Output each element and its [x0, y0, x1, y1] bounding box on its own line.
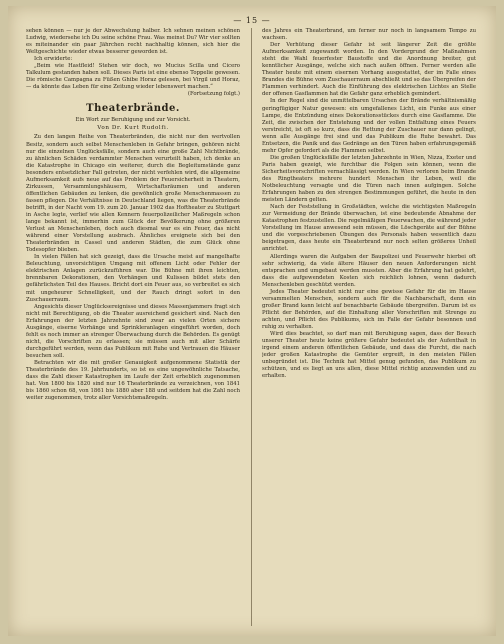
article-subtitle: Ein Wort zur Beruhigung und zur Vorsicht. [75, 117, 191, 124]
article-paragraph: Angesichts dieser Unglücksereignisse und dieses Massenjammers fragt sich nicht mit Berechtigung, ob die Theater ausreichend gesichert sind. Nach den Erfahrungen der letzten Jahrzehnte sind zwar an vielen Orten sichere Ausgänge, eiserne Vorhänge und Sprinkleranlagen eingeführt worden, doch fehlt es noch immer an strenger Überwachung durch die Behörden. Es genügt nicht, die Vorschriften zu erlassen; sie müssen auch mit aller Schärfe durchgeführt werden, wenn das Publikum mit Ruhe und Vertrauen die Häuser besuchen soll. [26, 303, 240, 359]
article-paragraph: Die großen Unglücksfälle der letzten Jahrzehnte in Wien, Nizza, Exeter und Paris haben gezeigt, wie furchtbar die Folgen sein können, wenn die Sicherheitsvorschriften vernachlässigt werden. In Wien verloren beim Brande des Ringtheaters mehrere hundert Menschen ihr Leben, weil die Notbeleuchtung versagte und die Türen nach innen aufgingen. Solche Erfahrungen haben zu den strengen Bestimmungen geführt, die heute in den meisten Ländern gelten. [262, 154, 476, 204]
serial-paragraph: „Beim wie Hastfleid! Stehen wir doch, wo Mucius Scilla und Cicero Talkulum gestanden haben soll. Dieses Paris ist eine ebenso Toppelie gewesen. Die römische Campagna zu Füßen Ghibe Horaz gelesen, bei Virgil und Horaz, — da könnte das Leben für eine Zeitung wieder lebenswert machen.“ [26, 63, 240, 91]
article-paragraph: Zu den langen Reihe von Theaterbränden, die nicht nur den wertvollen Besitz, sondern auch selbst Menschenleben in Gefahr bringen, gehören nicht nur die einzelnen Unglücksfälle, sondern auch eine große Zahl Nichtbrände, zu ähnlichen Schäden verdammter Menschen verurteilt haben, ich denke an die Katastrophe in Chicago ein weiterer, durch die Begleitumstände ganz besonders entsetzlicher Fall getreten, der nicht verfehlen wird, die allgemeine Aufmerksamkeit aufs neue auf das Problem der Feuersicherheit in Theatern, Zirkussen, Versammlungshäusern, Wirtschaftsräumen und anderen öffentlichen Gebäuden zu lenken, die gewöhnlich große Menschenmassen zu fassen pflegen. Die Verhältnisse in Deutschland liegen, was die Theaterbrände betrifft, in der Nacht vom 19. zum 20. Januar 1902 das Hoftheater zu Stuttgart in Asche legte, verlief wie allen Kennern feuerpolizeilicher Maßregeln schon lange bekannt ist, immerhin zum Glück der Bevölkerung ohne größeren Verlust an Menschenleben, doch auch diesmal war es ein Feuer, das nicht während einer Vorstellung ausbrach. Ähnliches ereignete sich bei den Theaterbränden in Cassel und anderen Städten, die zum Glück ohne Todesopfer blieben. [26, 134, 240, 254]
serial-paragraph: Ich erwiderte: [34, 56, 73, 63]
right-column [262, 28, 476, 626]
article-paragraph: Betrachten wir die mit großer Genauigkeit aufgenommene Statistik der Theaterbrände des 19. Jahrhunderts, so ist es eine ungewöhnliche Tatsache, dass die Zahl dieser Katastrophen im Laufe der Zeit erheblich zugenommen hat. Von 1800 bis 1820 sind nur 16 Theaterbrände zu verzeichnen, von 1841 bis 1860 schon 68, von 1861 bis 1880 aber 188 und seitdem hat die Zahl noch weiter zugenommen, trotz aller Vorsichtsmaßregeln. [26, 359, 240, 402]
serial-paragraph: sehen können — nur je der Abwechslung halber. Ich sehnen meinen schönen Ludwig, wiedersehe ich Du seine schöne Frau. Was meinst Du? Wir vier sollten es miteinander ein paar Jährchen recht nachhaltig können, sich hier die Weltgeschichte wieder etwas besserer geworden ist. [26, 28, 240, 56]
article-paragraph: Allerdings waren die Aufgaben der Baupolizei und Feuerwehr hierbei oft sehr schwierig, da viele ältere Häuser den neuen Anforderungen nicht entsprachen und umgebaut werden mussten. Aber die Erfahrung hat gelehrt, dass die aufgewendeten Kosten sich reichlich lohnen, wenn dadurch Menschenleben geschützt werden. [262, 253, 476, 288]
newspaper-page [8, 6, 496, 636]
article-paragraph: In vielen Fällen hat sich gezeigt, dass die Ursache meist auf mangelhafte Beleuchtung, unvorsichtigen Umgang mit offenem Licht oder Fehler der elektrischen Anlagen zurückzuführen war. Die Bühne mit ihren leichten, brennbaren Dekorationen, den Vorhängen und Kulissen bildet stets den gefährlichsten Teil des Hauses. Bricht dort ein Feuer aus, so verbreitet es sich mit ungeheurer Schnelligkeit, und der Rauch dringt sofort in den Zuschauerraum. [26, 254, 240, 303]
continuation-note: (Fortsetzung folgt.) [187, 91, 240, 98]
article-paragraph: Wird dies beachtet, so darf man mit Beruhigung sagen, dass der Besuch unserer Theater heute keine größere Gefahr bedeutet als der Aufenthalt in irgend einem anderen öffentlichen Gebäude, und dass die Furcht, die nach jeder großen Katastrophe die Gemüter ergreift, in den meisten Fällen unbegründet ist. Die Technik hat Mittel genug gefunden, das Publikum zu schützen, und es liegt an uns allen, diese Mittel richtig anzuwenden und zu erhalten. [262, 331, 476, 380]
article-paragraph: Der Verhütung dieser Gefahr ist seit längerer Zeit die größte Aufmerksamkeit zugewandt worden. In den Vordergrund der Maßnahmen steht die Wahl feuerfester Baustoffe und die Anordnung breiter, gut kenntlicher Ausgänge, welche sich nach außen öffnen. Ferner werden alle Theater heute mit einem eisernen Vorhang ausgestattet, der im Falle eines Brandes die Bühne vom Zuschauerraum abschließt und so das Übergreifen der Flammen verhindert. Auch die Einführung des elektrischen Lichtes an Stelle der offenen Gasflammen hat die Gefahr ganz erheblich gemindert. [262, 42, 476, 98]
article-paragraph: Jedes Theater bedeutet nicht nur eine gewisse Gefahr für die im Hause versammelten Menschen, sondern auch für die Nachbarschaft, denn ein großer Brand kann leicht auf benachbarte Gebäude übergreifen. Darum ist es Pflicht der Behörden, auf die Einhaltung aller Vorschriften mit Strenge zu achten, und Pflicht des Publikums, sich im Falle der Gefahr besonnen und ruhig zu verhalten. [262, 288, 476, 330]
page-number: — 15 — [233, 16, 271, 25]
article-paragraph: Nach der Feststellung in Großstädten, welche die wichtigsten Maßregeln zur Vermeidung der Brände überwachen, ist eine bedeutende Abnahme der Katastrophen festzustellen. Die regelmäßigen Feuerwachen, die während jeder Vorstellung im Hause anwesend sein müssen, die Löschgeräte auf der Bühne und die vorgeschriebenen Übungen des Personals haben wesentlich dazu beigetragen, dass heute ein Theaterbrand nur noch selten größeres Unheil anrichtet. [262, 204, 476, 253]
left-column [26, 28, 240, 626]
article-author: Von Dr. Kurt Rudolfi. [97, 125, 169, 132]
article-paragraph: des Jahres ein Theaterbrand, um ferner nur noch in langsamem Tempo zu wachsen. [262, 28, 476, 42]
column-divider [251, 28, 252, 626]
article-paragraph: In der Regel sind die unmittelbaren Ursachen der Brände verhältnismäßig geringfügiger Natur gewesen: ein umgefallenes Licht, ein Funke aus einer Lampe, die Entzündung eines Dekorationsstückes durch eine Gasflamme. Die Zeit, die zwischen der Entstehung und der vollen Entfaltung eines Feuers verstreicht, ist oft so kurz, dass die Rettung der Zuschauer nur dann gelingt, wenn alle Ausgänge frei sind und das Publikum die Ruhe bewahrt. Das Entsetzen, die Panik und das Gedränge an den Türen haben erfahrungsgemäß mehr Opfer gefordert als die Flammen selbst. [262, 98, 476, 154]
article-title: Theaterbrände. [86, 103, 180, 115]
